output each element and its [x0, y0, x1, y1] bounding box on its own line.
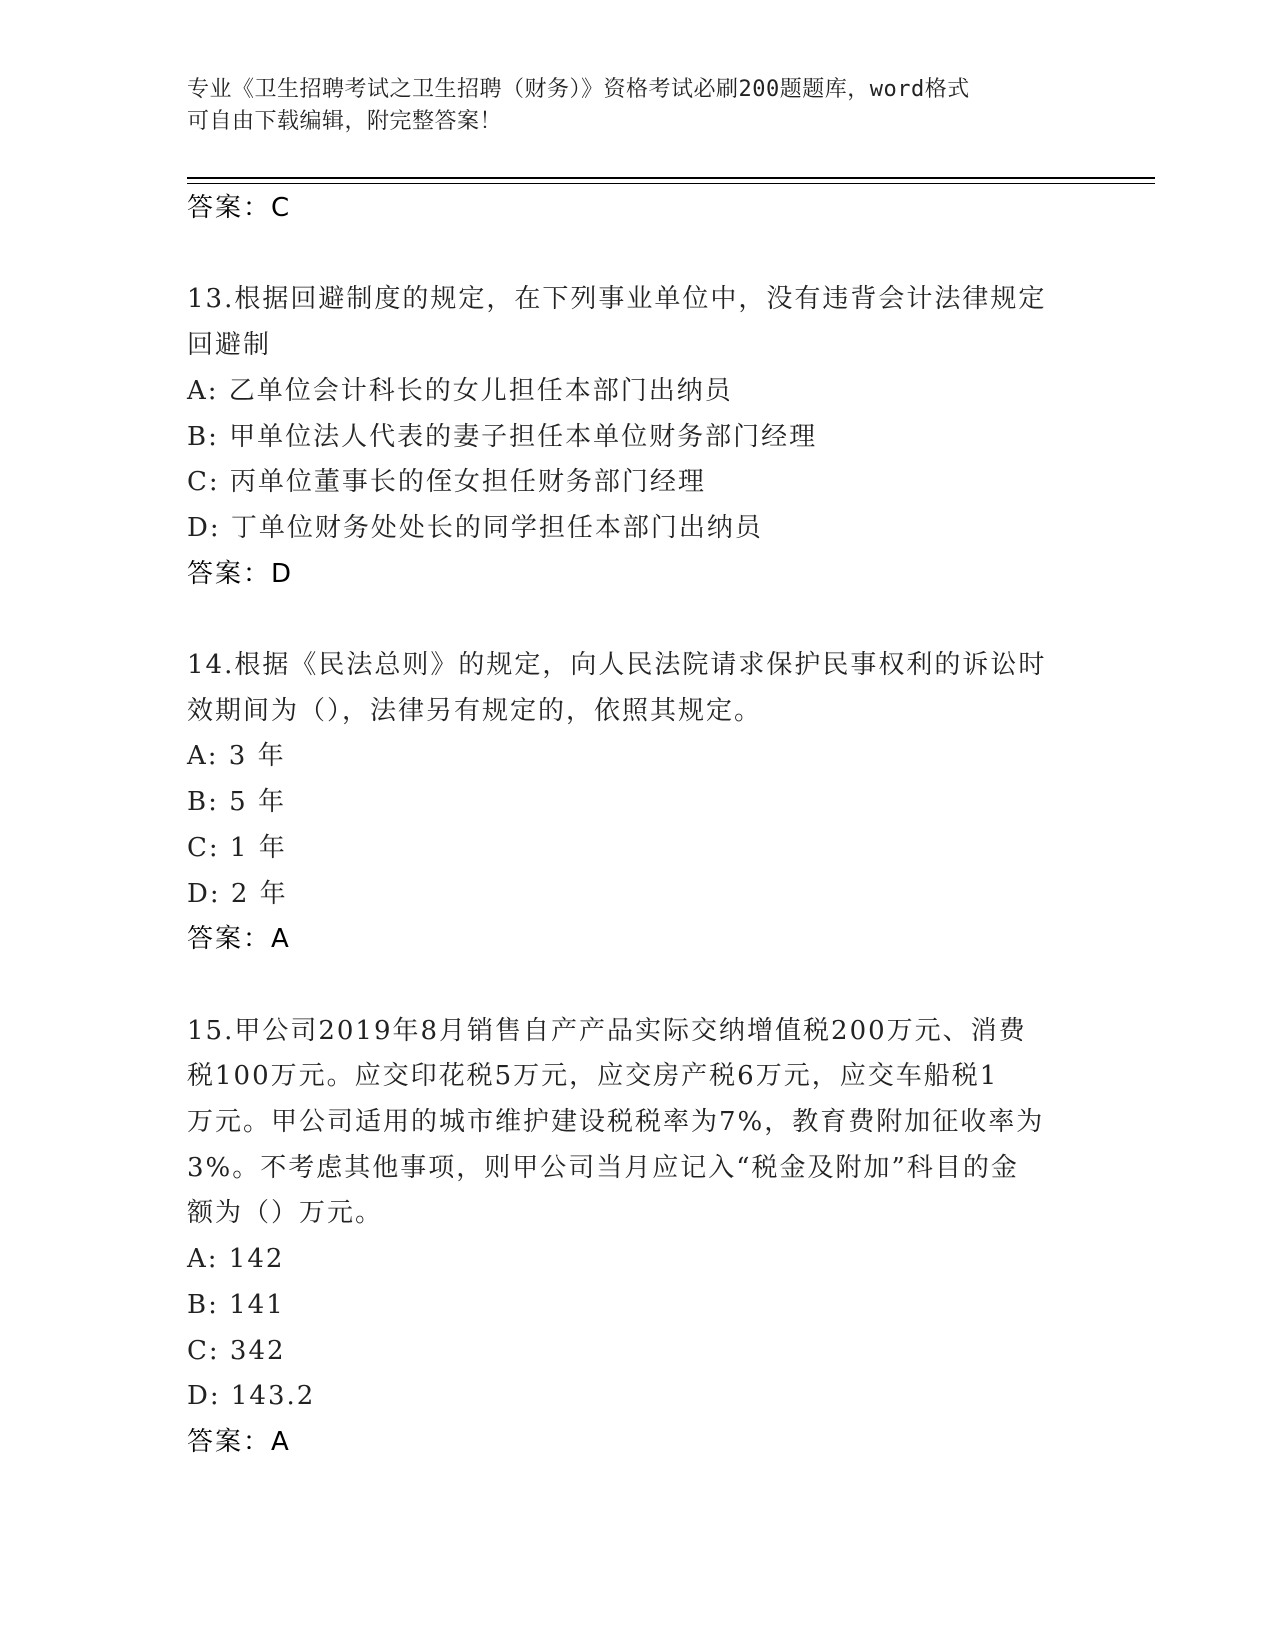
question-14-stem	[187, 643, 1087, 734]
question-list	[187, 186, 1087, 1466]
header-rule-thin	[187, 183, 1155, 184]
question-15-line-2: 税100万元。应交印花税5万元，应交房产税6万元，应交车船税1	[187, 1061, 999, 1092]
header-line-2: 可自由下载编辑，附完整答案！	[187, 109, 503, 134]
question-13-option-b: B: 甲单位法人代表的妻子担任本单位财务部门经理	[187, 421, 818, 452]
question-15	[187, 1009, 1087, 1466]
question-15-option-d: D: 143.2	[187, 1381, 316, 1412]
question-14-option-c: C: 1 年	[187, 832, 287, 863]
spacer	[187, 963, 1087, 1009]
question-15-option-c: C: 342	[187, 1335, 286, 1366]
question-15-option-b: B: 141	[187, 1289, 285, 1320]
question-13-option-c: C: 丙单位董事长的侄女担任财务部门经理	[187, 467, 706, 498]
question-13-line-1: 13.根据回避制度的规定，在下列事业单位中，没有违背会计法律规定	[187, 284, 1047, 315]
question-14-line-1: 14.根据《民法总则》的规定，向人民法院请求保护民事权利的诉讼时	[187, 650, 1047, 680]
question-14-option-b: B: 5 年	[187, 787, 286, 818]
question-15-line-4: 3%。不考虑其他事项，则甲公司当月应记入“税金及附加”科目的金	[187, 1152, 1019, 1183]
spacer	[187, 232, 1087, 278]
question-14-option-a: A: 3 年	[187, 741, 286, 772]
question-15-line-5: 额为（）万元。	[187, 1198, 384, 1229]
question-13-answer: 答案：D	[187, 558, 294, 589]
question-13-option-d: D: 丁单位财务处处长的同学担任本部门出纳员	[187, 512, 763, 543]
question-13	[187, 277, 1087, 597]
question-15-answer: 答案：A	[187, 1426, 291, 1457]
spacer	[187, 597, 1087, 643]
question-13-stem	[187, 277, 1087, 368]
question-13-line-2: 回避制	[187, 330, 272, 361]
document-header	[187, 74, 1067, 138]
question-15-option-a: A: 142	[187, 1244, 285, 1275]
question-15-line-1: 15.甲公司2019年8月销售自产产品实际交纳增值税200万元、消费	[187, 1015, 1027, 1046]
question-14	[187, 643, 1087, 963]
question-15-stem	[187, 1009, 1087, 1238]
question-14-answer: 答案：A	[187, 924, 291, 955]
question-14-line-2: 效期间为（），法律另有规定的，依照其规定。	[187, 695, 763, 726]
question-13-option-a: A: 乙单位会计科长的女儿担任本部门出纳员	[187, 375, 733, 406]
question-14-option-d: D: 2 年	[187, 878, 288, 909]
question-15-line-3: 万元。甲公司适用的城市维护建设税税率为7%，教育费附加征收率为	[187, 1107, 1045, 1138]
header-line-1: 专业《卫生招聘考试之卫生招聘（财务）》资格考试必刷200题题库，word格式	[187, 77, 970, 102]
header-rule-thick	[187, 177, 1155, 179]
previous-answer: 答案：C	[187, 193, 292, 223]
